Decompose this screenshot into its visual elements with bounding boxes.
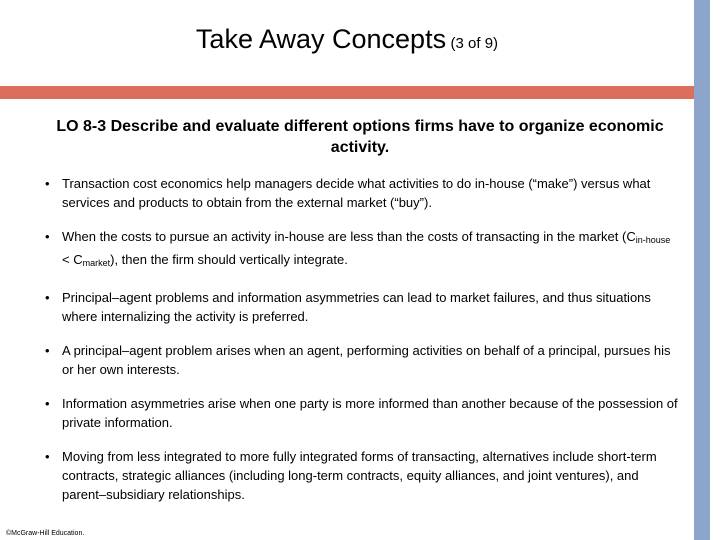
bullet-text	[62, 229, 670, 267]
bullet-text: Transaction cost economics help managers decide what activities to do in-house (“make”) versus what services and products to obtain from the external market (“buy”).	[62, 176, 651, 210]
slide-title-counter: (3 of 9)	[450, 35, 499, 52]
bullet-item	[40, 288, 680, 326]
bullet-text-part: < C	[62, 252, 83, 267]
bullet-item	[40, 341, 680, 379]
slide-title	[0, 24, 694, 55]
bullet-icon: •	[45, 176, 50, 191]
bullet-icon: •	[45, 290, 50, 305]
side-stripe	[694, 0, 710, 540]
bullet-icon: •	[45, 343, 50, 358]
bullet-list	[40, 174, 680, 519]
bullet-text: Principal–agent problems and information asymmetries can lead to market failures, and thus situations where internalizing the activity is preferred.	[62, 290, 651, 324]
bullet-icon: •	[45, 396, 50, 411]
bullet-text: Moving from less integrated to more fully integrated forms of transacting, alternatives include short-term contracts, strategic alliances (including long-term contracts, equity alliances, and joint ventures), and parent–subsidiary relationships.	[62, 449, 657, 502]
bullet-text: A principal–agent problem arises when an agent, performing activities on behalf of a principal, pursues his or her own interests.	[62, 343, 671, 377]
bullet-text-part: ), then the firm should vertically integrate.	[110, 252, 348, 267]
bullet-text-part: When the costs to pursue an activity in-house are less than the costs of transacting in the market (C	[62, 229, 636, 244]
subscript-market: market	[82, 258, 111, 268]
bullet-item	[40, 447, 680, 504]
side-stripe-edge	[710, 0, 720, 540]
slide-title-main: Take Away Concepts	[195, 24, 447, 54]
bullet-icon: •	[45, 449, 50, 464]
accent-bar	[0, 86, 694, 99]
bullet-item	[40, 174, 680, 212]
subscript-in-house: in-house	[635, 235, 671, 245]
bullet-icon: •	[45, 229, 50, 244]
bullet-item	[40, 394, 680, 432]
copyright-footer: ©McGraw-Hill Education.	[6, 530, 85, 537]
learning-objective-heading: LO 8-3 Describe and evaluate different options firms have to organize economic activity.	[56, 118, 664, 156]
bullet-item	[40, 227, 680, 273]
bullet-text: Information asymmetries arise when one party is more informed than another because of the possession of private information.	[62, 396, 678, 430]
